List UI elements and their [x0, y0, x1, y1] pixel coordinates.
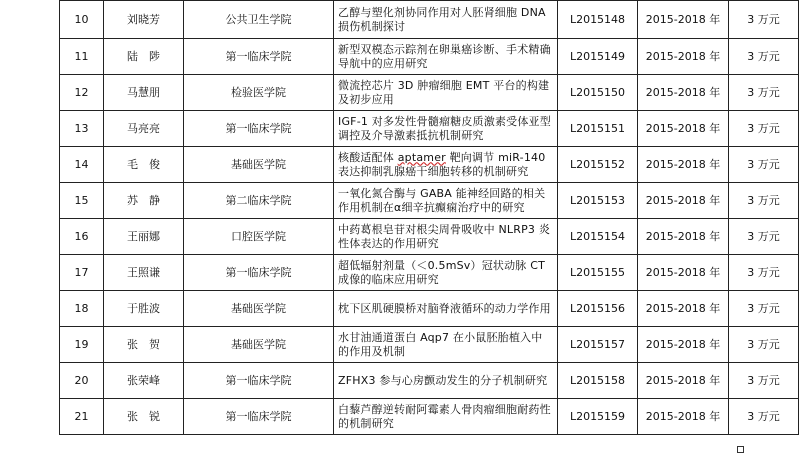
applicant-name-cell: 苏 静	[104, 183, 184, 219]
department-cell: 第一临床学院	[184, 363, 334, 399]
row-number-cell: 13	[60, 111, 104, 147]
table-row	[60, 399, 799, 435]
project-code-cell: L2015153	[558, 183, 638, 219]
department-cell: 基础医学院	[184, 327, 334, 363]
row-number-cell: 16	[60, 219, 104, 255]
funding-amount-cell: 3 万元	[729, 183, 799, 219]
table-row	[60, 219, 799, 255]
applicant-name-cell: 王丽娜	[104, 219, 184, 255]
project-title-cell: 新型双模态示踪剂在卵巢癌诊断、手术精确导航中的应用研究	[334, 39, 558, 75]
funding-amount-cell: 3 万元	[729, 111, 799, 147]
project-period-cell: 2015-2018 年	[638, 111, 729, 147]
project-title-cell: 乙醇与塑化剂协同作用对人胚肾细胞 DNA 损伤机制探讨	[334, 1, 558, 39]
table-row	[60, 147, 799, 183]
funding-amount-cell: 3 万元	[729, 399, 799, 435]
project-title-cell: 中药葛根皂苷对根尖周骨吸收中 NLRP3 炎性体表达的作用研究	[334, 219, 558, 255]
project-table	[59, 0, 799, 435]
project-code-cell: L2015158	[558, 363, 638, 399]
applicant-name-cell: 王照谦	[104, 255, 184, 291]
project-code-cell: L2015152	[558, 147, 638, 183]
funding-amount-cell: 3 万元	[729, 75, 799, 111]
applicant-name-cell: 张 锐	[104, 399, 184, 435]
applicant-name-cell: 马慧朋	[104, 75, 184, 111]
row-number-cell: 15	[60, 183, 104, 219]
project-period-cell: 2015-2018 年	[638, 291, 729, 327]
table-row	[60, 291, 799, 327]
row-number-cell: 21	[60, 399, 104, 435]
table-row	[60, 111, 799, 147]
funding-amount-cell: 3 万元	[729, 39, 799, 75]
row-number-cell: 17	[60, 255, 104, 291]
applicant-name-cell: 毛 俊	[104, 147, 184, 183]
project-title-cell: 超低辐射剂量（＜0.5mSv）冠状动脉 CT 成像的临床应用研究	[334, 255, 558, 291]
row-number-cell: 10	[60, 1, 104, 39]
project-title-cell: 枕下区肌硬膜桥对脑脊液循环的动力学作用	[334, 291, 558, 327]
row-number-cell: 19	[60, 327, 104, 363]
project-code-cell: L2015151	[558, 111, 638, 147]
funding-amount-cell: 3 万元	[729, 291, 799, 327]
project-code-cell: L2015148	[558, 1, 638, 39]
row-number-cell: 11	[60, 39, 104, 75]
project-period-cell: 2015-2018 年	[638, 255, 729, 291]
row-number-cell: 14	[60, 147, 104, 183]
applicant-name-cell: 陆 陟	[104, 39, 184, 75]
project-title-cell: 白藜芦醇逆转耐阿霉素人骨肉瘤细胞耐药性的机制研究	[334, 399, 558, 435]
table-row	[60, 75, 799, 111]
project-title-cell: ZFHX3 参与心房颤动发生的分子机制研究	[334, 363, 558, 399]
project-title-cell: 水甘油通道蛋白 Aqp7 在小鼠胚胎植入中的作用及机制	[334, 327, 558, 363]
row-number-cell: 18	[60, 291, 104, 327]
applicant-name-cell: 张荣峰	[104, 363, 184, 399]
department-cell: 第一临床学院	[184, 39, 334, 75]
project-code-cell: L2015157	[558, 327, 638, 363]
project-period-cell: 2015-2018 年	[638, 327, 729, 363]
project-title-cell: 微流控芯片 3D 肿瘤细胞 EMT 平台的构建及初步应用	[334, 75, 558, 111]
project-title-cell: IGF-1 对多发性骨髓瘤糖皮质激素受体亚型调控及介导激素抵抗机制研究	[334, 111, 558, 147]
applicant-name-cell: 于胜波	[104, 291, 184, 327]
project-period-cell: 2015-2018 年	[638, 183, 729, 219]
table-row	[60, 363, 799, 399]
row-number-cell: 12	[60, 75, 104, 111]
project-period-cell: 2015-2018 年	[638, 39, 729, 75]
project-period-cell: 2015-2018 年	[638, 147, 729, 183]
row-number-cell: 20	[60, 363, 104, 399]
department-cell: 基础医学院	[184, 291, 334, 327]
funding-amount-cell: 3 万元	[729, 327, 799, 363]
spellcheck-underline: aptamer	[397, 150, 446, 164]
project-code-cell: L2015159	[558, 399, 638, 435]
project-title-cell: 一氧化氮合酶与 GABA 能神经回路的相关作用机制在α细辛抗癫痫治疗中的研究	[334, 183, 558, 219]
project-period-cell: 2015-2018 年	[638, 219, 729, 255]
project-period-cell: 2015-2018 年	[638, 75, 729, 111]
table-row	[60, 39, 799, 75]
applicant-name-cell: 张 贺	[104, 327, 184, 363]
project-period-cell: 2015-2018 年	[638, 363, 729, 399]
department-cell: 第二临床学院	[184, 183, 334, 219]
project-period-cell: 2015-2018 年	[638, 399, 729, 435]
table-row	[60, 183, 799, 219]
applicant-name-cell: 刘晓芳	[104, 1, 184, 39]
table-row	[60, 327, 799, 363]
project-period-cell: 2015-2018 年	[638, 1, 729, 39]
project-code-cell: L2015156	[558, 291, 638, 327]
department-cell: 第一临床学院	[184, 255, 334, 291]
funding-amount-cell: 3 万元	[729, 1, 799, 39]
funding-amount-cell: 3 万元	[729, 219, 799, 255]
project-code-cell: L2015154	[558, 219, 638, 255]
funding-amount-cell: 3 万元	[729, 255, 799, 291]
table-row	[60, 1, 799, 39]
project-title-cell: 核酸适配体 aptamer 靶向调节 miR-140 表达抑制乳腺癌干细胞转移的机制研究	[334, 147, 558, 183]
table-row	[60, 255, 799, 291]
department-cell: 口腔医学院	[184, 219, 334, 255]
department-cell: 第一临床学院	[184, 111, 334, 147]
department-cell: 检验医学院	[184, 75, 334, 111]
project-code-cell: L2015150	[558, 75, 638, 111]
funding-amount-cell: 3 万元	[729, 147, 799, 183]
department-cell: 第一临床学院	[184, 399, 334, 435]
funding-amount-cell: 3 万元	[729, 363, 799, 399]
table-body	[60, 1, 799, 435]
department-cell: 基础医学院	[184, 147, 334, 183]
project-code-cell: L2015149	[558, 39, 638, 75]
project-code-cell: L2015155	[558, 255, 638, 291]
department-cell: 公共卫生学院	[184, 1, 334, 39]
table-end-marker	[737, 446, 744, 453]
applicant-name-cell: 马亮亮	[104, 111, 184, 147]
